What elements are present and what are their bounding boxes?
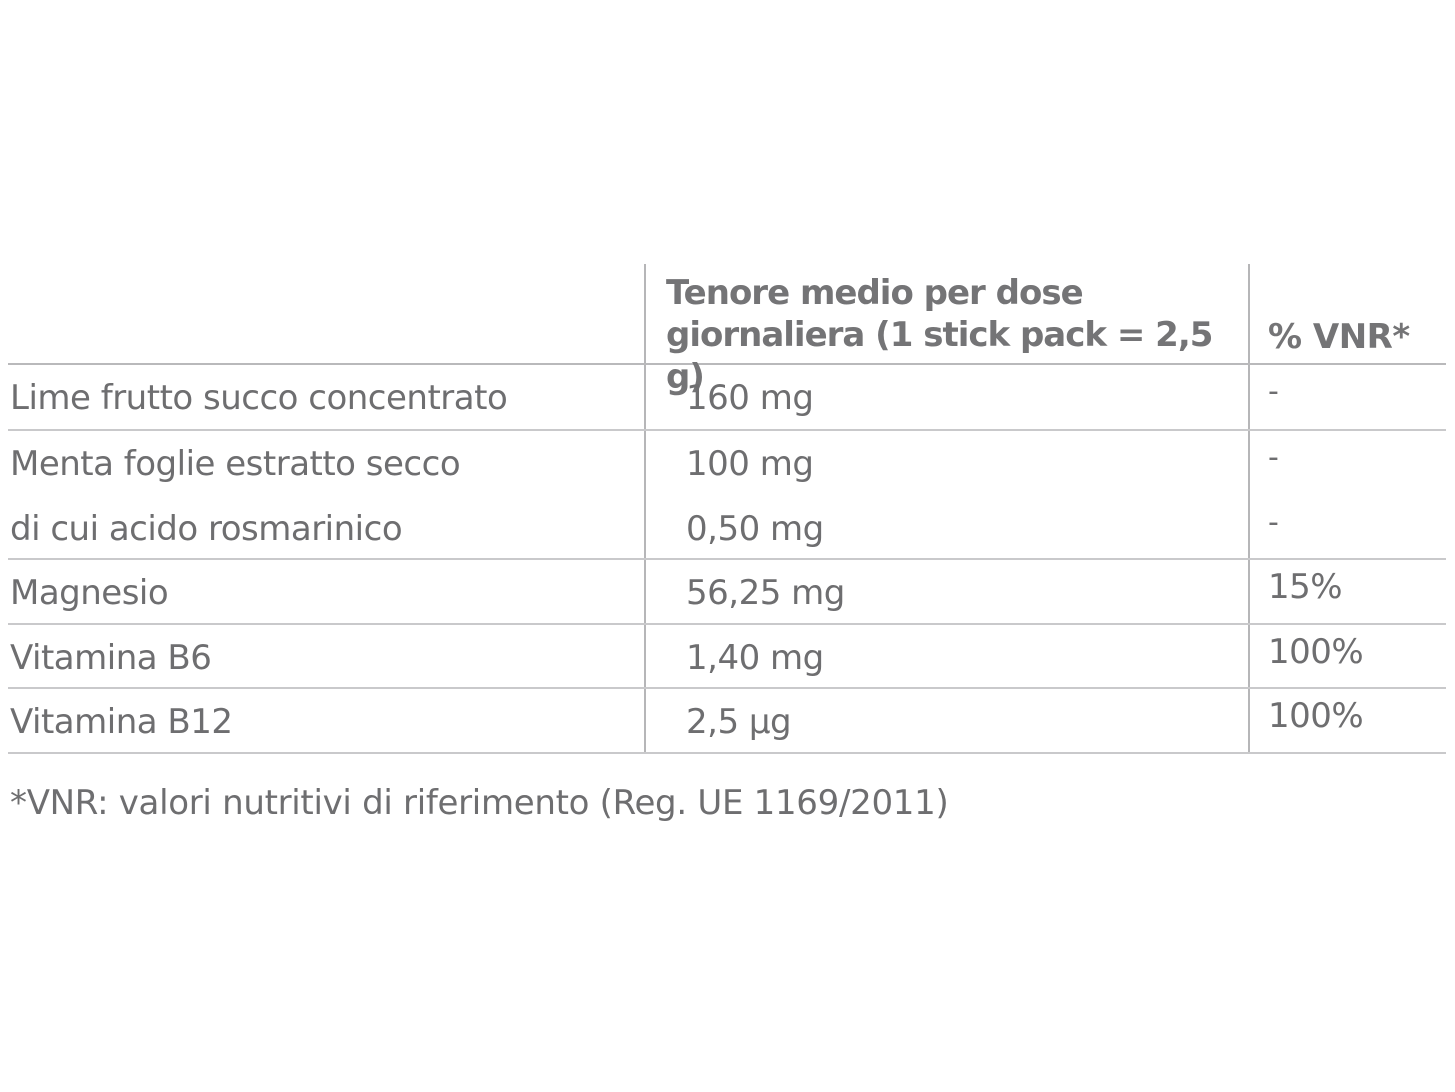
row-name: Magnesio xyxy=(8,560,646,623)
nutrition-table xyxy=(8,264,1446,754)
table-row xyxy=(8,431,1446,560)
footnote: *VNR: valori nutritivi di riferimento (Reg. UE 1169/2011) xyxy=(10,783,949,823)
row-amount: 56,25 mg xyxy=(646,560,1250,623)
table-row xyxy=(8,689,1446,754)
row-name: Menta foglie estratto secco xyxy=(10,444,461,484)
row-amount: 1,40 mg xyxy=(646,625,1250,687)
header-vnr-cell: % VNR* xyxy=(1268,317,1410,357)
row-vnr: 15% xyxy=(1268,567,1343,607)
row-vnr: 100% xyxy=(1268,696,1364,736)
row-subname: di cui acido rosmarinico xyxy=(10,509,403,549)
row-name: Vitamina B6 xyxy=(8,625,646,687)
table-row xyxy=(8,625,1446,689)
row-vnr: - xyxy=(1268,440,1279,475)
header-empty-cell xyxy=(8,264,646,363)
row-name: Vitamina B12 xyxy=(8,689,646,752)
row-vnr-group xyxy=(1250,431,1446,558)
row-amount-group xyxy=(646,431,1250,558)
table-header-row xyxy=(8,264,1446,397)
header-amount-cell xyxy=(646,264,1250,397)
row-name: Lime frutto succo concentrato xyxy=(8,365,646,429)
header-amount-line1: Tenore medio per dose xyxy=(666,273,1083,313)
row-amount: 2,5 µg xyxy=(646,689,1250,752)
row-vnr: 100% xyxy=(1268,632,1364,672)
header-amount-line2: giornaliera (1 stick pack = 2,5 g) xyxy=(666,315,1213,397)
row-subamount: 0,50 mg xyxy=(686,509,824,549)
row-vnr: - xyxy=(1268,374,1279,409)
table-row xyxy=(8,365,1446,431)
row-amount: 160 mg xyxy=(646,365,1250,429)
row-amount: 100 mg xyxy=(686,444,814,484)
table-row xyxy=(8,560,1446,625)
row-name-group xyxy=(8,431,646,558)
row-subvnr: - xyxy=(1268,505,1279,540)
